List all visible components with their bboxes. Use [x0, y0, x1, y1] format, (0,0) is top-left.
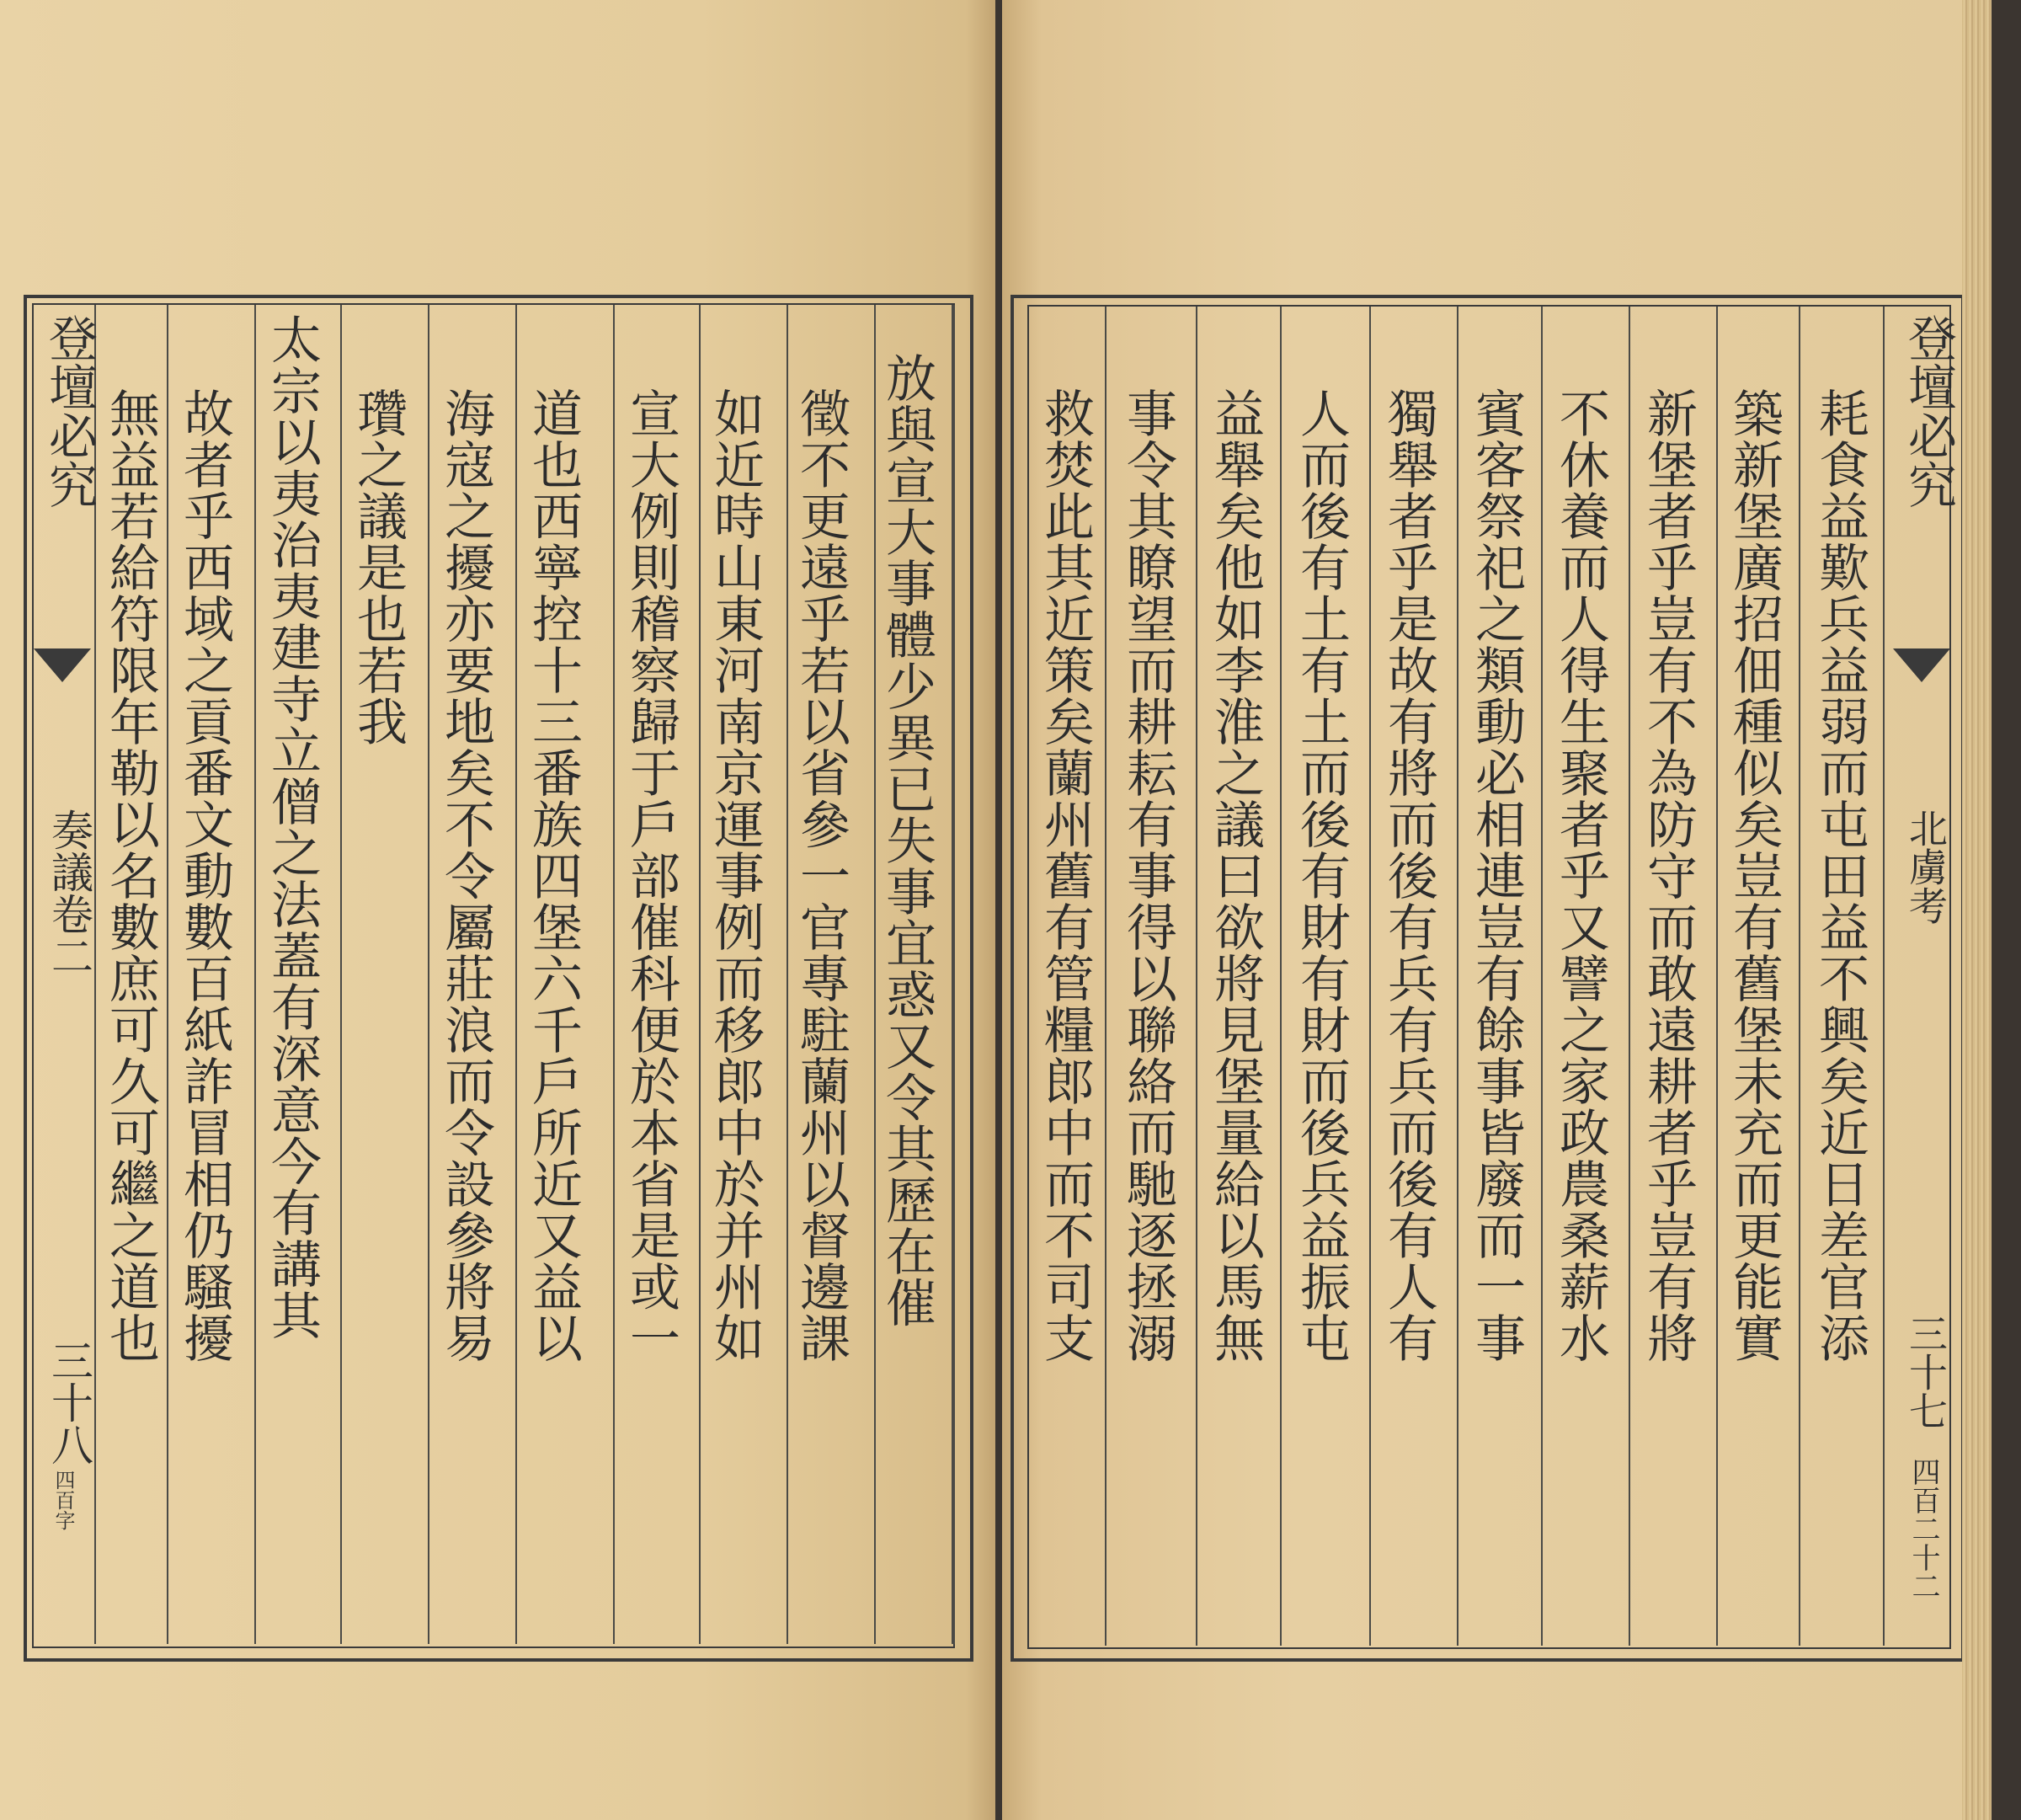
left-margin-title: 登壇必究	[40, 313, 98, 509]
right-column-rule	[1629, 307, 1630, 1646]
left-text-column-9: 故者乎西域之貢番文動數百紙詐冒相仍騷擾	[175, 387, 234, 1364]
page-edges	[1962, 0, 1992, 1820]
right-column-rule	[1716, 307, 1718, 1646]
right-text-column-6: 獨舉者乎是故有將而後有兵有兵而後有人有	[1379, 387, 1438, 1364]
left-fish-tail	[34, 648, 91, 682]
left-margin-count: 四百字	[51, 1470, 75, 1530]
right-text-column-4: 不休養而人得生聚者乎又譬之家政農桑薪水	[1551, 387, 1610, 1364]
left-text-column-2: 徵不更遠乎若以省參一官專駐蘭州以督邊課	[792, 387, 851, 1364]
left-column-rule	[699, 305, 701, 1644]
left-column-rule	[952, 305, 955, 1644]
right-page	[1002, 0, 1992, 1820]
right-column-rule	[1457, 307, 1458, 1646]
left-text-column-10: 無益若給符限年勒以名數庶可久可繼之道也	[101, 387, 160, 1364]
right-column-rule	[1883, 307, 1885, 1646]
left-text-column-7: 瓚之議是也若我	[349, 387, 408, 747]
left-page	[0, 0, 995, 1820]
left-text-column-5: 道也西寧控十三番族四堡六千戶所近又益以	[524, 387, 583, 1364]
right-margin-title: 登壇必究	[1900, 313, 1957, 509]
right-column-rule	[1105, 307, 1106, 1646]
right-text-column-1: 耗食益歎兵益弱而屯田益不興矣近日差官添	[1810, 387, 1869, 1364]
left-margin-section: 奏議卷二	[45, 809, 93, 977]
left-column-rule	[613, 305, 615, 1644]
left-text-column-8: 太宗以夷治夷建寺立僧之法蓋有深意今有講其	[263, 313, 322, 1341]
right-margin-count: 四百二十二	[1906, 1457, 1940, 1600]
right-text-column-2: 築新堡廣招佃種似矣豈有舊堡未充而更能實	[1725, 387, 1784, 1364]
left-text-column-6: 海寇之擾亦要地矣不令屬莊浪而令設參將易	[436, 387, 495, 1364]
right-column-rule	[1196, 307, 1197, 1646]
right-text-column-10: 救焚此其近策矣蘭州舊有管糧郎中而不司支	[1036, 387, 1095, 1364]
right-column-rule	[1369, 307, 1371, 1646]
right-text-column-9: 事令其瞭望而耕耘有事得以聯絡而馳逐拯溺	[1118, 387, 1177, 1364]
right-text-column-5: 賓客祭祀之類動必相連豈有餘事皆廢而一事	[1467, 387, 1526, 1364]
right-column-rule	[1280, 307, 1282, 1646]
right-column-rule	[1799, 307, 1800, 1646]
left-column-rule	[515, 305, 517, 1644]
right-margin-section: 北虜考	[1903, 809, 1949, 925]
right-fish-tail	[1893, 648, 1950, 682]
right-column-rule	[1541, 307, 1543, 1646]
left-column-rule	[254, 305, 256, 1644]
left-margin-page: 三十八	[45, 1339, 93, 1465]
left-column-rule	[428, 305, 429, 1644]
left-column-rule	[874, 305, 876, 1644]
left-text-column-4: 宣大例則稽察歸于戶部催科便於本省是或一	[621, 387, 680, 1364]
right-text-column-7: 人而後有土有土而後有財有財而後兵益振屯	[1292, 387, 1351, 1364]
right-margin-page: 三十七	[1903, 1314, 1949, 1430]
left-column-rule	[340, 305, 342, 1644]
left-column-rule	[167, 305, 168, 1644]
right-text-column-3: 新堡者乎豈有不為防守而敢遠耕者乎豈有將	[1639, 387, 1698, 1364]
left-text-column-1: 放與宣大事體少異已失事宜惑又令其歷在催	[877, 352, 936, 1328]
left-column-rule	[787, 305, 788, 1644]
right-text-column-8: 益舉矣他如李淮之議曰欲將見堡量給以馬無	[1206, 387, 1265, 1364]
left-text-column-3: 如近時山東河南京運事例而移郎中於并州如	[706, 387, 765, 1364]
